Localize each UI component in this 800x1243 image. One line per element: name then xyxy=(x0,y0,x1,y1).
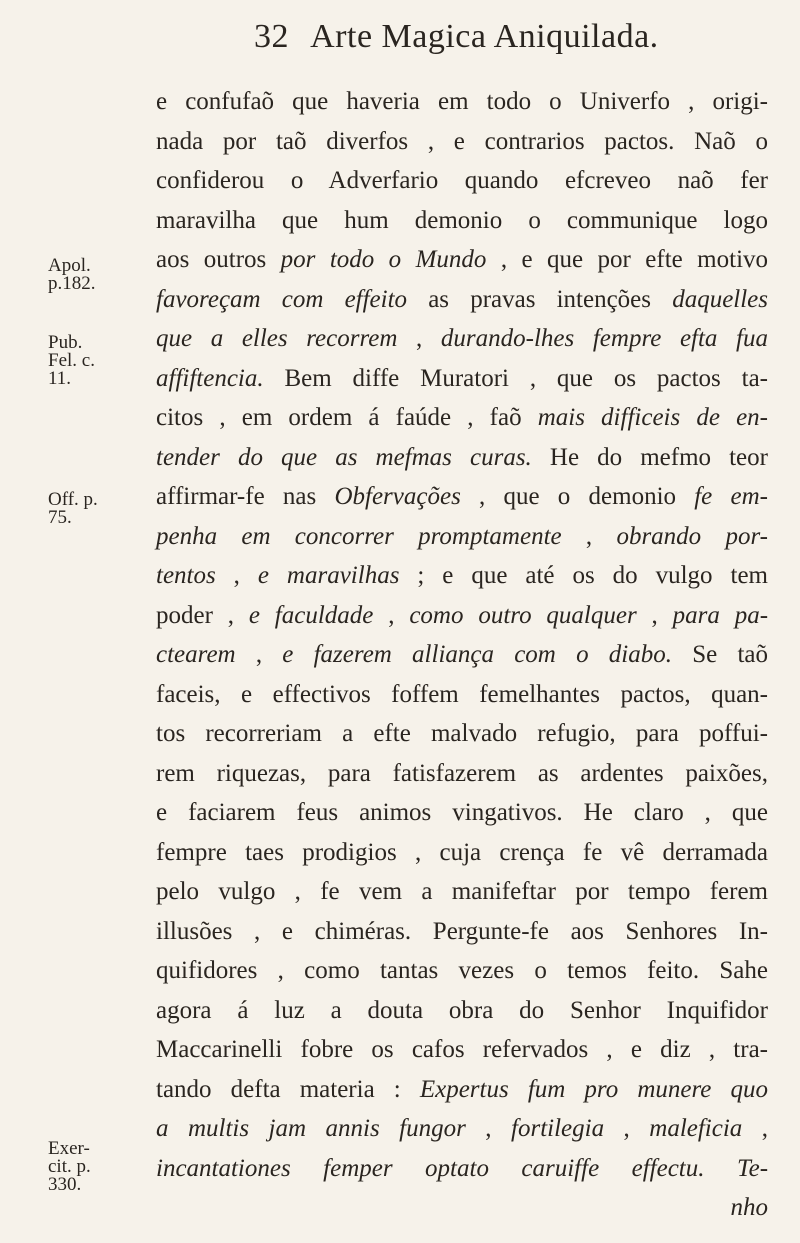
italic-text: e fazerem alliança com o diabo. xyxy=(282,641,673,668)
text-line xyxy=(156,161,768,201)
italic-text: incantationes femper optato caruiffe effectu. xyxy=(156,1154,705,1182)
text-segment: citos , em ordem á faúde , faõ xyxy=(156,404,538,431)
running-title: Arte Magica Aniquilada. xyxy=(310,18,659,55)
text-segment: confiderou o Adverfario quando efcreveo naõ fer xyxy=(156,167,768,194)
italic-text: daquelles xyxy=(672,285,769,313)
text-segment: fempre taes prodigios , cuja crença fe vê derramada xyxy=(156,838,768,866)
text-line xyxy=(156,556,768,596)
italic-text: e maravilhas xyxy=(257,562,400,589)
text-segment: as pravas intenções xyxy=(407,285,673,313)
margin-note-line: 11. xyxy=(48,368,72,389)
text-segment: illusões , e chiméras. Pergunte-fe aos Senhores In- xyxy=(156,917,768,945)
italic-text: favoreçam com effeito xyxy=(156,285,408,313)
margin-note-line: Off. p. xyxy=(48,489,98,510)
text-segment: maravilha que hum demonio o communique logo xyxy=(156,206,768,234)
margin-note-line: 330. xyxy=(48,1174,82,1195)
text-line xyxy=(156,280,768,320)
text-segment: faceis, e effectivos foffem femelhantes pactos, quan- xyxy=(156,680,768,708)
text-segment: Se taõ xyxy=(672,641,769,668)
text-line xyxy=(156,1070,768,1110)
text-line xyxy=(156,1188,768,1228)
text-line xyxy=(156,635,768,675)
text-segment: e confufaõ que haveria em todo o Univerfo , origi- xyxy=(156,88,768,115)
text-line xyxy=(156,398,768,438)
italic-text: como outro qualquer xyxy=(409,601,637,629)
margin-note-line: cit. p. xyxy=(48,1156,91,1177)
italic-text: penha em concorrer promptamente xyxy=(156,522,562,550)
italic-text: maleficia xyxy=(649,1115,743,1142)
text-segment: , xyxy=(215,562,258,589)
text-line xyxy=(156,438,768,478)
page-header xyxy=(254,18,659,56)
margin-note-exer xyxy=(48,1140,91,1194)
text-segment xyxy=(705,1155,737,1182)
text-segment: Bem diffe Muratori , que os pactos ta- xyxy=(263,364,768,392)
text-segment: , xyxy=(604,1115,650,1142)
text-line xyxy=(156,754,768,794)
italic-text: obrando por- xyxy=(616,522,768,550)
italic-text: tender do que as mefmas curas. xyxy=(156,443,532,471)
text-segment: , xyxy=(373,601,410,629)
italic-text: para pa- xyxy=(672,601,769,629)
text-line xyxy=(156,240,768,280)
page-number: 32 xyxy=(254,18,289,55)
margin-note-line: Apol. xyxy=(48,255,91,276)
text-line xyxy=(156,1109,768,1149)
margin-note-line: Pub. xyxy=(48,332,83,353)
text-line xyxy=(156,912,768,952)
text-segment: , xyxy=(742,1115,769,1142)
text-line xyxy=(156,359,768,399)
text-line xyxy=(156,714,768,754)
italic-text: e faculdade xyxy=(248,601,374,629)
margin-note-line: 75. xyxy=(48,507,72,528)
italic-text: mais difficeis de en- xyxy=(537,404,768,431)
text-segment: pelo vulgo , fe vem a manifeftar por tempo ferem xyxy=(156,878,768,905)
text-line xyxy=(156,951,768,991)
italic-text: que a elles recorrem xyxy=(156,325,398,352)
margin-note-line: Exer- xyxy=(48,1138,90,1159)
text-segment: nada por taõ diverfos , e contrarios pactos. Naõ o xyxy=(156,127,768,155)
italic-text: Obfervações xyxy=(334,483,461,510)
text-segment: , xyxy=(465,1115,512,1142)
text-line xyxy=(156,319,768,359)
text-segment: e faciarem feus animos vingativos. He claro , que xyxy=(156,799,768,826)
text-segment: agora á luz a douta obra do Senhor Inquifidor xyxy=(156,996,768,1024)
text-line xyxy=(156,872,768,912)
text-line xyxy=(156,1030,768,1070)
body-text xyxy=(156,82,768,1228)
text-segment: ; e que até os do vulgo tem xyxy=(399,562,768,589)
italic-text: por todo o Mundo xyxy=(280,246,487,273)
margin-note-off xyxy=(48,491,98,527)
text-segment: rem riquezas, para fatisfazerem as ardentes paixões, xyxy=(156,759,768,787)
text-segment: , xyxy=(561,522,617,550)
text-segment: affirmar-fe nas xyxy=(156,483,335,510)
text-segment: , que o demonio xyxy=(460,483,695,510)
text-line xyxy=(156,477,768,517)
text-line xyxy=(156,596,768,636)
italic-text: Expertus fum pro munere quo xyxy=(419,1075,768,1103)
text-segment: quifidores , como tantas vezes o temos feito. Sahe xyxy=(156,957,768,984)
margin-note-pub xyxy=(48,334,95,388)
text-segment: aos outros xyxy=(156,246,281,273)
margin-note-apol xyxy=(48,257,96,293)
text-line xyxy=(156,991,768,1031)
text-line xyxy=(156,201,768,241)
italic-text: affiftencia. xyxy=(156,364,264,392)
margin-note-line: p.182. xyxy=(48,273,96,294)
text-segment: tando defta materia : xyxy=(156,1075,420,1103)
text-segment: , xyxy=(636,601,673,629)
italic-text: Te- xyxy=(736,1154,769,1182)
italic-text: tentos xyxy=(156,562,216,589)
italic-text: ctearem xyxy=(156,641,236,668)
text-line xyxy=(156,675,768,715)
text-line xyxy=(156,517,768,557)
italic-text: fe em- xyxy=(694,483,768,510)
margin-note-line: Fel. c. xyxy=(48,350,95,371)
text-segment: , xyxy=(235,641,283,668)
italic-text: fortilegia xyxy=(511,1115,605,1142)
text-segment: Maccarinelli fobre os cafos refervados , e diz , tra- xyxy=(156,1036,768,1063)
italic-text: nho xyxy=(730,1194,768,1221)
text-segment: poder , xyxy=(156,601,249,629)
text-line xyxy=(156,122,768,162)
text-line xyxy=(156,82,768,122)
text-segment: , xyxy=(397,325,441,352)
italic-text: durando-lhes fempre efta fua xyxy=(440,325,768,352)
text-segment: He do mefmo teor xyxy=(531,443,768,471)
text-segment: tos recorreriam a efte malvado refugio, para poffui- xyxy=(156,720,768,747)
text-line xyxy=(156,833,768,873)
text-segment: , e que por efte motivo xyxy=(486,246,769,273)
text-line xyxy=(156,793,768,833)
italic-text: a multis jam annis fungor xyxy=(156,1115,466,1142)
text-line xyxy=(156,1149,768,1189)
